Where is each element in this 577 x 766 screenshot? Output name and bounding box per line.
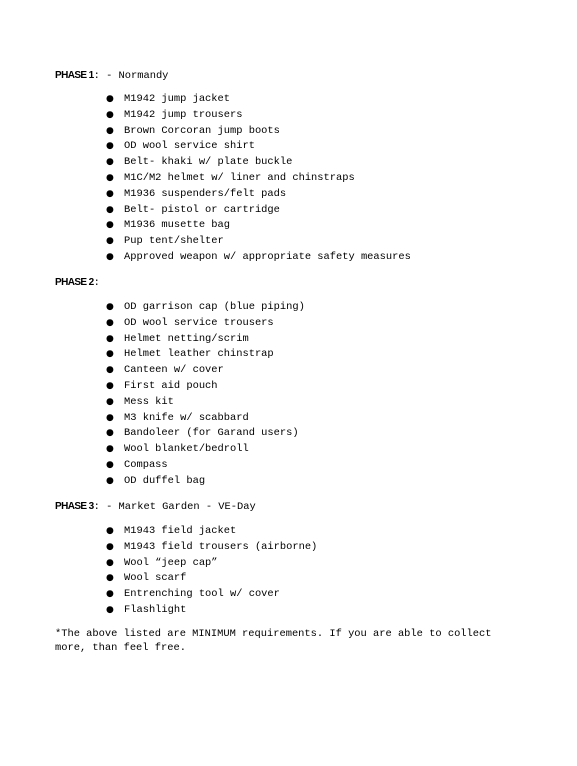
list-item — [105, 171, 411, 187]
list-item-text: First aid pouch — [124, 379, 218, 392]
list-item-text: M1942 jump trousers — [124, 108, 243, 121]
phase-1-heading — [55, 69, 168, 83]
list-item — [105, 187, 411, 203]
bullet-icon: ● — [106, 604, 114, 615]
phase-3-heading — [55, 500, 256, 514]
phase-3-list — [105, 524, 317, 619]
list-item — [105, 316, 305, 332]
bullet-icon: ● — [106, 541, 114, 552]
list-item — [105, 603, 317, 619]
list-item-text: M1943 field jacket — [124, 525, 237, 537]
list-item — [105, 250, 411, 266]
list-item-text: Wool scarf — [124, 572, 187, 585]
list-item — [105, 540, 317, 556]
bullet-icon: ● — [106, 220, 114, 231]
bullet-icon: ● — [106, 365, 114, 376]
list-item-text: Canteen w/ cover — [124, 364, 224, 377]
list-item — [105, 587, 317, 603]
bullet-icon: ● — [106, 475, 114, 486]
bullet-icon: ● — [106, 204, 114, 215]
list-item-text: Wool “jeep cap” — [124, 556, 218, 569]
list-item-text: Pup tent/shelter — [124, 235, 224, 248]
bullet-icon: ● — [106, 317, 114, 328]
list-item — [105, 474, 305, 490]
bullet-icon: ● — [106, 251, 114, 262]
bullet-icon: ● — [106, 125, 114, 136]
list-item — [105, 332, 305, 348]
footnote: *The above listed are MINIMUM requirements. If you are able to collect more, than feel free. — [55, 628, 492, 654]
list-item-text: Approved weapon w/ appropriate safety measures — [124, 250, 411, 263]
list-item — [105, 524, 317, 540]
list-item-text: OD wool service trousers — [124, 316, 274, 329]
list-item — [105, 108, 411, 124]
list-item — [105, 139, 411, 155]
list-item — [105, 92, 411, 108]
phase-2-title: : — [93, 277, 100, 289]
list-item-text: M1C/M2 helmet w/ liner and chinstraps — [124, 171, 355, 184]
list-item-text: M1943 field trousers (airborne) — [124, 540, 318, 553]
list-item — [105, 426, 305, 442]
list-item-text: OD duffel bag — [124, 474, 206, 487]
phase-1-list — [105, 92, 411, 266]
bullet-icon: ● — [106, 302, 114, 312]
list-item — [105, 442, 305, 458]
list-item — [105, 395, 305, 411]
list-item-text: Brown Corcoran jump boots — [124, 124, 280, 137]
bullet-icon: ● — [106, 188, 114, 199]
list-item-text: M3 knife w/ scabbard — [124, 411, 249, 424]
bullet-icon: ● — [106, 428, 114, 439]
phase-3-label: PHASE 3 — [55, 501, 94, 512]
list-item — [105, 218, 411, 234]
phase-1-label: PHASE 1 — [55, 70, 94, 81]
list-item — [105, 155, 411, 171]
list-item-text: Helmet netting/scrim — [124, 332, 249, 345]
phase-2-list — [105, 300, 305, 490]
list-item-text: Belt- khaki w/ plate buckle — [124, 156, 293, 169]
list-item — [105, 556, 317, 572]
bullet-icon: ● — [106, 444, 114, 455]
list-item-text: M1936 musette bag — [124, 219, 231, 232]
bullet-icon: ● — [106, 349, 114, 360]
list-item-text: M1942 jump jacket — [124, 93, 231, 105]
list-item — [105, 347, 305, 363]
bullet-icon: ● — [106, 333, 114, 344]
bullet-icon: ● — [106, 412, 114, 423]
list-item — [105, 203, 411, 219]
list-item-text: Wool blanket/bedroll — [124, 443, 249, 456]
bullet-icon: ● — [106, 557, 114, 568]
list-item — [105, 571, 317, 587]
phase-3-title: : - Market Garden - VE-Day — [93, 501, 256, 513]
list-item-text: Bandoleer (for Garand users) — [124, 427, 299, 440]
phase-1-title: : - Normandy — [93, 70, 169, 82]
list-item-text: Belt- pistol or cartridge — [124, 203, 280, 216]
list-item — [105, 411, 305, 427]
list-item-text: OD garrison cap (blue piping) — [124, 301, 305, 313]
list-item-text: Mess kit — [124, 395, 174, 408]
list-item — [105, 124, 411, 140]
phase-2-label: PHASE 2 — [55, 277, 94, 288]
bullet-icon: ● — [106, 157, 114, 168]
bullet-icon: ● — [106, 94, 114, 104]
list-item — [105, 458, 305, 474]
list-item-text: Entrenching tool w/ cover — [124, 588, 280, 601]
bullet-icon: ● — [106, 141, 114, 152]
bullet-icon: ● — [106, 236, 114, 247]
bullet-icon: ● — [106, 459, 114, 470]
bullet-icon: ● — [106, 573, 114, 584]
list-item — [105, 363, 305, 379]
list-item-text: M1936 suspenders/felt pads — [124, 187, 287, 200]
list-item — [105, 300, 305, 316]
bullet-icon: ● — [106, 380, 114, 391]
bullet-icon: ● — [106, 109, 114, 120]
phase-2-heading — [55, 276, 100, 290]
bullet-icon: ● — [106, 589, 114, 600]
bullet-icon: ● — [106, 172, 114, 183]
list-item — [105, 234, 411, 250]
list-item-text: OD wool service shirt — [124, 140, 255, 153]
list-item-text: Flashlight — [124, 603, 187, 616]
list-item-text: Compass — [124, 458, 168, 471]
list-item — [105, 379, 305, 395]
bullet-icon: ● — [106, 396, 114, 407]
bullet-icon: ● — [106, 526, 114, 536]
list-item-text: Helmet leather chinstrap — [124, 348, 274, 361]
